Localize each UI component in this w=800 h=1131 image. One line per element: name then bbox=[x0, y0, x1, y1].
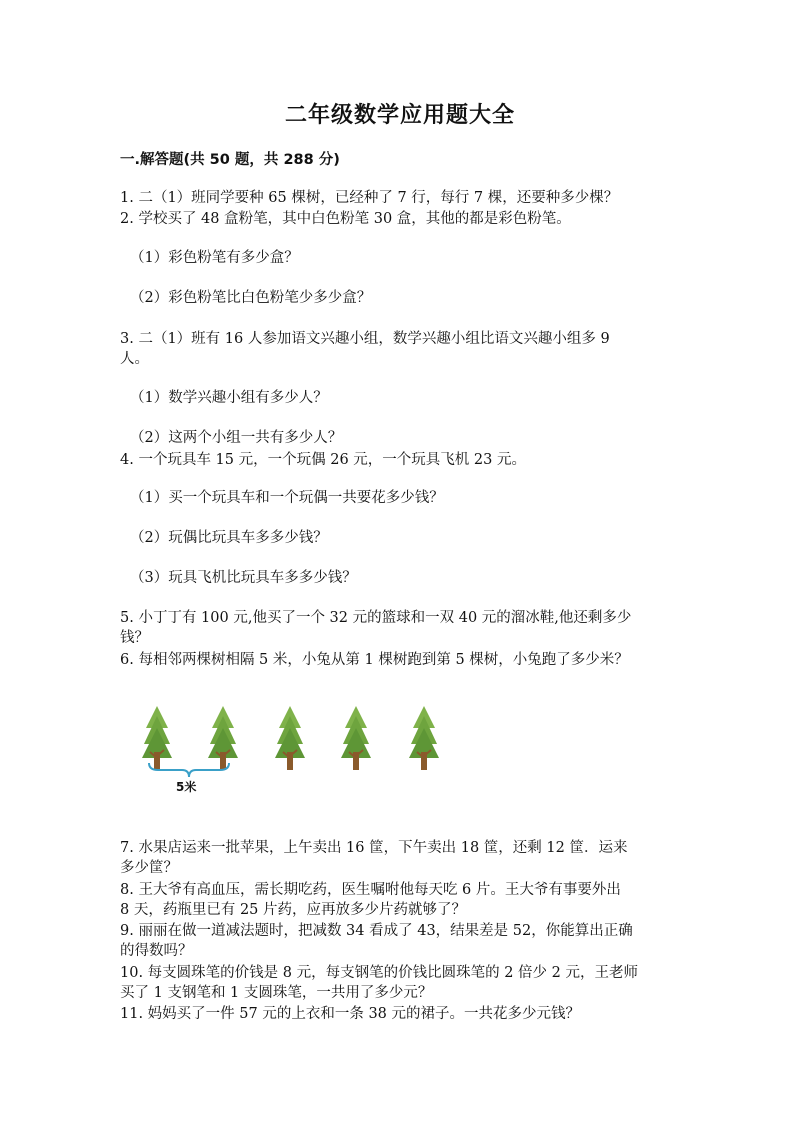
question-11: 11. 妈妈买了一件 57 元的上衣和一条 38 元的裙子。一共花多少元钱？ bbox=[120, 1006, 581, 1022]
question-3-part-2: （2）这两个小组一共有多少人？ bbox=[130, 430, 343, 446]
question-7-line-1: 7. 水果店运来一批苹果，上午卖出 16 筐，下午卖出 18 筐，还剩 12 筐．运来 bbox=[120, 840, 628, 856]
question-8-line-2: 8 天，药瓶里已有 25 片药，应再放多少片药就够了？ bbox=[120, 902, 467, 918]
tree-icon bbox=[208, 706, 238, 770]
tree-icon bbox=[142, 706, 172, 770]
section-heading: 一.解答题(共 50 题，共 288 分) bbox=[120, 152, 340, 168]
question-2-part-2: （2）彩色粉笔比白色粉笔少多少盒？ bbox=[130, 290, 372, 306]
tree-icon bbox=[275, 706, 305, 770]
question-3-line-2: 人。 bbox=[120, 351, 149, 367]
question-1: 1. 二（1）班同学要种 65 棵树，已经种了 7 行，每行 7 棵，还要种多少棵？ bbox=[120, 190, 619, 206]
question-10-line-1: 10. 每支圆珠笔的价钱是 8 元，每支钢笔的价钱比圆珠笔的 2 倍少 2 元，王老师 bbox=[120, 965, 638, 981]
tree-icon bbox=[409, 706, 439, 770]
question-10-line-2: 买了 1 支钢笔和 1 支圆珠笔，一共用了多少元？ bbox=[120, 985, 433, 1001]
question-5-line-2: 钱？ bbox=[120, 630, 149, 646]
question-2-part-1: （1）彩色粉笔有多少盒？ bbox=[130, 250, 299, 266]
question-7-line-2: 多少筐？ bbox=[120, 860, 178, 876]
question-6: 6. 每相邻两棵树相隔 5 米，小兔从第 1 棵树跑到第 5 棵树，小兔跑了多少米？ bbox=[120, 652, 629, 668]
distance-label: 5米 bbox=[176, 780, 197, 794]
distance-bracket bbox=[148, 762, 230, 778]
question-9-line-1: 9. 丽丽在做一道减法题时，把减数 34 看成了 43，结果差是 52，你能算出正确 bbox=[120, 923, 633, 939]
question-5-line-1: 5. 小丁丁有 100 元,他买了一个 32 元的篮球和一双 40 元的溜冰鞋,他还剩多少 bbox=[120, 610, 632, 626]
question-4-part-2: （2）玩偶比玩具车多多少钱？ bbox=[130, 530, 328, 546]
question-4-part-1: （1）买一个玩具车和一个玩偶一共要花多少钱？ bbox=[130, 490, 444, 506]
page-title: 二年级数学应用题大全 bbox=[284, 103, 515, 128]
question-8-line-1: 8. 王大爷有高血压，需长期吃药，医生嘱咐他每天吃 6 片。王大爷有事要外出 bbox=[120, 882, 621, 898]
question-9-line-2: 的得数吗？ bbox=[120, 943, 193, 959]
question-4-part-3: （3）玩具飞机比玩具车多多少钱？ bbox=[130, 570, 357, 586]
question-3-part-1: （1）数学兴趣小组有多少人？ bbox=[130, 390, 328, 406]
question-4: 4. 一个玩具车 15 元，一个玩偶 26 元，一个玩具飞机 23 元。 bbox=[120, 452, 526, 468]
question-2: 2. 学校买了 48 盒粉笔，其中白色粉笔 30 盒，其他的都是彩色粉笔。 bbox=[120, 211, 571, 227]
question-3-line-1: 3. 二（1）班有 16 人参加语文兴趣小组，数学兴趣小组比语文兴趣小组多 9 bbox=[120, 331, 610, 347]
tree-icon bbox=[341, 706, 371, 770]
